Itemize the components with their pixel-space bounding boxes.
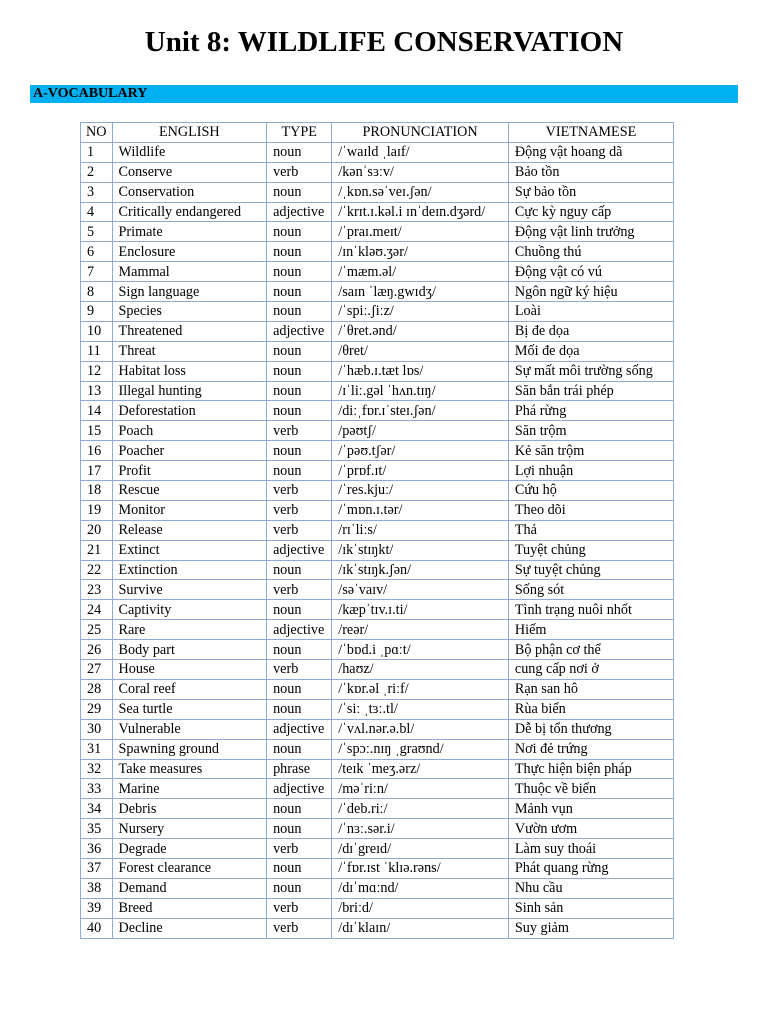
cell-type: verb	[267, 918, 332, 938]
cell-vietnamese: Săn bắn trái phép	[508, 381, 673, 401]
cell-pronunciation: /ɪˈliː.gəl ˈhʌn.tɪŋ/	[332, 381, 509, 401]
cell-pronunciation: /ˈθret.ənd/	[332, 321, 509, 341]
cell-type: noun	[267, 858, 332, 878]
cell-no: 30	[81, 719, 113, 739]
cell-pronunciation: /haʊz/	[332, 660, 509, 680]
cell-vietnamese: Sự bảo tồn	[508, 182, 673, 202]
cell-no: 6	[81, 242, 113, 262]
cell-vietnamese: cung cấp nơi ở	[508, 660, 673, 680]
cell-pronunciation: /teɪk ˈmeʒ.ərz/	[332, 759, 509, 779]
cell-english: Extinct	[112, 540, 267, 560]
cell-type: verb	[267, 520, 332, 540]
section-header-bar	[30, 85, 738, 103]
cell-no: 32	[81, 759, 113, 779]
cell-vietnamese: Chuồng thú	[508, 242, 673, 262]
header-vietnamese: VIETNAMESE	[508, 123, 673, 143]
cell-english: Wildlife	[112, 142, 267, 162]
cell-type: adjective	[267, 620, 332, 640]
cell-vietnamese: Phá rừng	[508, 401, 673, 421]
table-row	[81, 142, 674, 162]
table-row	[81, 839, 674, 859]
header-english: ENGLISH	[112, 123, 267, 143]
cell-english: Survive	[112, 580, 267, 600]
cell-english: Species	[112, 302, 267, 322]
cell-type: phrase	[267, 759, 332, 779]
table-row	[81, 302, 674, 322]
cell-no: 18	[81, 481, 113, 501]
table-row	[81, 520, 674, 540]
table-row	[81, 779, 674, 799]
header-type: TYPE	[267, 123, 332, 143]
table-row	[81, 679, 674, 699]
cell-type: verb	[267, 660, 332, 680]
cell-no: 27	[81, 660, 113, 680]
cell-pronunciation: /ˈprɒf.ɪt/	[332, 461, 509, 481]
cell-type: noun	[267, 699, 332, 719]
cell-pronunciation: /kənˈsɜːv/	[332, 162, 509, 182]
table-row	[81, 918, 674, 938]
cell-english: Marine	[112, 779, 267, 799]
table-row	[81, 500, 674, 520]
table-row	[81, 739, 674, 759]
cell-english: Demand	[112, 878, 267, 898]
cell-no: 12	[81, 361, 113, 381]
cell-pronunciation: /θret/	[332, 341, 509, 361]
cell-type: noun	[267, 799, 332, 819]
cell-pronunciation: /briːd/	[332, 898, 509, 918]
table-row	[81, 878, 674, 898]
cell-type: noun	[267, 142, 332, 162]
header-pronunciation: PRONUNCIATION	[332, 123, 509, 143]
table-row	[81, 341, 674, 361]
cell-english: Poach	[112, 421, 267, 441]
cell-vietnamese: Săn trộm	[508, 421, 673, 441]
table-row	[81, 640, 674, 660]
cell-english: Deforestation	[112, 401, 267, 421]
cell-no: 39	[81, 898, 113, 918]
cell-vietnamese: Động vật linh trưởng	[508, 222, 673, 242]
cell-pronunciation: /dɪˈgreɪd/	[332, 839, 509, 859]
cell-no: 20	[81, 520, 113, 540]
cell-pronunciation: /ˈkɒr.əl ˌriːf/	[332, 679, 509, 699]
cell-pronunciation: /ˈres.kjuː/	[332, 481, 509, 501]
table-row	[81, 620, 674, 640]
cell-vietnamese: Thuộc về biển	[508, 779, 673, 799]
cell-english: Poacher	[112, 441, 267, 461]
cell-vietnamese: Nơi đẻ trứng	[508, 739, 673, 759]
cell-vietnamese: Dễ bị tổn thương	[508, 719, 673, 739]
cell-english: Extinction	[112, 560, 267, 580]
cell-type: verb	[267, 580, 332, 600]
cell-pronunciation: /saɪn ˈlæŋ.gwɪdʒ/	[332, 282, 509, 302]
cell-pronunciation: /dɪˈmɑːnd/	[332, 878, 509, 898]
cell-pronunciation: /dɪˈklaɪn/	[332, 918, 509, 938]
cell-no: 31	[81, 739, 113, 759]
cell-vietnamese: Thả	[508, 520, 673, 540]
cell-vietnamese: Cứu hộ	[508, 481, 673, 501]
table-row	[81, 898, 674, 918]
header-no: NO	[81, 123, 113, 143]
cell-pronunciation: /ɪkˈstɪŋkt/	[332, 540, 509, 560]
cell-pronunciation: /ˈkrɪt.ɪ.kəl.i ɪnˈdeɪn.dʒərd/	[332, 202, 509, 222]
cell-vietnamese: Tình trạng nuôi nhốt	[508, 600, 673, 620]
cell-no: 34	[81, 799, 113, 819]
table-row	[81, 182, 674, 202]
cell-no: 2	[81, 162, 113, 182]
table-row	[81, 401, 674, 421]
cell-no: 25	[81, 620, 113, 640]
cell-vietnamese: Thực hiện biện pháp	[508, 759, 673, 779]
cell-no: 7	[81, 262, 113, 282]
cell-type: noun	[267, 282, 332, 302]
cell-pronunciation: /rɪˈliːs/	[332, 520, 509, 540]
cell-type: noun	[267, 262, 332, 282]
cell-english: Degrade	[112, 839, 267, 859]
table-row	[81, 560, 674, 580]
cell-type: noun	[267, 640, 332, 660]
table-row	[81, 580, 674, 600]
cell-pronunciation: /ˈspiː.ʃiːz/	[332, 302, 509, 322]
cell-english: Coral reef	[112, 679, 267, 699]
cell-type: adjective	[267, 779, 332, 799]
table-row	[81, 540, 674, 560]
cell-vietnamese: Động vật hoang dã	[508, 142, 673, 162]
section-label: A-VOCABULARY	[33, 86, 148, 101]
table-row	[81, 202, 674, 222]
cell-no: 5	[81, 222, 113, 242]
cell-english: Conservation	[112, 182, 267, 202]
cell-english: Debris	[112, 799, 267, 819]
cell-no: 14	[81, 401, 113, 421]
cell-no: 4	[81, 202, 113, 222]
cell-vietnamese: Mối đe dọa	[508, 341, 673, 361]
table-row	[81, 222, 674, 242]
cell-pronunciation: /ˈmæm.əl/	[332, 262, 509, 282]
cell-no: 17	[81, 461, 113, 481]
cell-no: 3	[81, 182, 113, 202]
cell-pronunciation: /ˈvʌl.nər.ə.bl/	[332, 719, 509, 739]
cell-no: 35	[81, 819, 113, 839]
cell-english: Illegal hunting	[112, 381, 267, 401]
cell-english: Spawning ground	[112, 739, 267, 759]
cell-vietnamese: Bảo tồn	[508, 162, 673, 182]
cell-type: verb	[267, 481, 332, 501]
cell-english: Primate	[112, 222, 267, 242]
vocabulary-table	[80, 122, 674, 939]
cell-vietnamese: Bộ phận cơ thể	[508, 640, 673, 660]
cell-type: verb	[267, 421, 332, 441]
cell-type: noun	[267, 341, 332, 361]
cell-pronunciation: /ˈbɒd.i ˌpɑːt/	[332, 640, 509, 660]
cell-vietnamese: Cực kỳ nguy cấp	[508, 202, 673, 222]
cell-type: noun	[267, 739, 332, 759]
cell-pronunciation: /ˈwaɪld ˌlaɪf/	[332, 142, 509, 162]
cell-pronunciation: /ˈfɒr.ɪst ˈklɪə.rəns/	[332, 858, 509, 878]
cell-english: Take measures	[112, 759, 267, 779]
cell-type: noun	[267, 679, 332, 699]
table-row	[81, 321, 674, 341]
cell-english: Habitat loss	[112, 361, 267, 381]
cell-english: Vulnerable	[112, 719, 267, 739]
cell-english: Profit	[112, 461, 267, 481]
cell-pronunciation: /məˈriːn/	[332, 779, 509, 799]
cell-vietnamese: Rạn san hô	[508, 679, 673, 699]
cell-english: Critically endangered	[112, 202, 267, 222]
cell-no: 23	[81, 580, 113, 600]
cell-no: 40	[81, 918, 113, 938]
cell-english: Captivity	[112, 600, 267, 620]
cell-type: noun	[267, 560, 332, 580]
cell-english: Rare	[112, 620, 267, 640]
table-row	[81, 660, 674, 680]
table-body	[81, 142, 674, 938]
cell-no: 13	[81, 381, 113, 401]
cell-vietnamese: Sống sót	[508, 580, 673, 600]
cell-no: 21	[81, 540, 113, 560]
cell-english: Body part	[112, 640, 267, 660]
cell-vietnamese: Bị đe dọa	[508, 321, 673, 341]
cell-pronunciation: /ˈsiː ˌtɜː.tl/	[332, 699, 509, 719]
cell-type: noun	[267, 242, 332, 262]
cell-english: Threat	[112, 341, 267, 361]
table-row	[81, 481, 674, 501]
cell-english: Sign language	[112, 282, 267, 302]
cell-vietnamese: Hiếm	[508, 620, 673, 640]
cell-type: noun	[267, 182, 332, 202]
cell-type: noun	[267, 461, 332, 481]
table-row	[81, 262, 674, 282]
cell-no: 29	[81, 699, 113, 719]
cell-type: adjective	[267, 321, 332, 341]
cell-pronunciation: /ɪkˈstɪŋk.ʃən/	[332, 560, 509, 580]
cell-no: 15	[81, 421, 113, 441]
cell-no: 28	[81, 679, 113, 699]
cell-vietnamese: Kẻ săn trộm	[508, 441, 673, 461]
cell-no: 11	[81, 341, 113, 361]
table-header-row	[81, 123, 674, 143]
cell-no: 36	[81, 839, 113, 859]
cell-pronunciation: /ˈdeb.riː/	[332, 799, 509, 819]
cell-type: adjective	[267, 202, 332, 222]
cell-english: Enclosure	[112, 242, 267, 262]
cell-english: Release	[112, 520, 267, 540]
cell-english: Sea turtle	[112, 699, 267, 719]
page-title: Unit 8: WILDLIFE CONSERVATION	[144, 26, 624, 58]
cell-vietnamese: Ngôn ngữ ký hiệu	[508, 282, 673, 302]
table-row	[81, 421, 674, 441]
cell-vietnamese: Động vật có vú	[508, 262, 673, 282]
cell-type: noun	[267, 600, 332, 620]
cell-english: Breed	[112, 898, 267, 918]
cell-no: 19	[81, 500, 113, 520]
cell-type: verb	[267, 839, 332, 859]
table-row	[81, 799, 674, 819]
cell-pronunciation: /ˈmɒn.ɪ.tər/	[332, 500, 509, 520]
cell-type: verb	[267, 898, 332, 918]
cell-no: 10	[81, 321, 113, 341]
table-row	[81, 858, 674, 878]
cell-type: noun	[267, 222, 332, 242]
table-row	[81, 759, 674, 779]
cell-no: 26	[81, 640, 113, 660]
cell-pronunciation: /reər/	[332, 620, 509, 640]
cell-type: noun	[267, 819, 332, 839]
cell-no: 1	[81, 142, 113, 162]
cell-english: House	[112, 660, 267, 680]
table-row	[81, 441, 674, 461]
cell-type: noun	[267, 878, 332, 898]
cell-english: Decline	[112, 918, 267, 938]
cell-english: Mammal	[112, 262, 267, 282]
table-row	[81, 699, 674, 719]
cell-vietnamese: Mảnh vụn	[508, 799, 673, 819]
table-row	[81, 719, 674, 739]
cell-english: Rescue	[112, 481, 267, 501]
cell-vietnamese: Sự mất môi trường sống	[508, 361, 673, 381]
cell-pronunciation: /diːˌfɒr.ɪˈsteɪ.ʃən/	[332, 401, 509, 421]
cell-vietnamese: Theo dõi	[508, 500, 673, 520]
cell-pronunciation: /kæpˈtɪv.ɪ.ti/	[332, 600, 509, 620]
cell-vietnamese: Suy giảm	[508, 918, 673, 938]
cell-type: noun	[267, 401, 332, 421]
cell-pronunciation: /ˌkɒn.səˈveɪ.ʃən/	[332, 182, 509, 202]
cell-type: noun	[267, 441, 332, 461]
cell-vietnamese: Vườn ươm	[508, 819, 673, 839]
cell-type: noun	[267, 302, 332, 322]
table-row	[81, 461, 674, 481]
cell-vietnamese: Sinh sản	[508, 898, 673, 918]
cell-no: 8	[81, 282, 113, 302]
cell-pronunciation: /ˈspɔː.nɪŋ ˌgraʊnd/	[332, 739, 509, 759]
cell-no: 37	[81, 858, 113, 878]
cell-english: Threatened	[112, 321, 267, 341]
cell-no: 33	[81, 779, 113, 799]
cell-english: Nursery	[112, 819, 267, 839]
cell-vietnamese: Lợi nhuận	[508, 461, 673, 481]
cell-type: adjective	[267, 719, 332, 739]
cell-vietnamese: Làm suy thoái	[508, 839, 673, 859]
cell-pronunciation: /ˈpəʊ.tʃər/	[332, 441, 509, 461]
table-row	[81, 600, 674, 620]
cell-pronunciation: /ˈnɜː.sər.i/	[332, 819, 509, 839]
cell-vietnamese: Tuyệt chủng	[508, 540, 673, 560]
table-row	[81, 242, 674, 262]
cell-vietnamese: Sự tuyệt chủng	[508, 560, 673, 580]
cell-pronunciation: /ˈpraɪ.meɪt/	[332, 222, 509, 242]
cell-no: 38	[81, 878, 113, 898]
cell-pronunciation: /pəʊtʃ/	[332, 421, 509, 441]
cell-vietnamese: Loài	[508, 302, 673, 322]
cell-no: 9	[81, 302, 113, 322]
table-row	[81, 381, 674, 401]
table-row	[81, 819, 674, 839]
cell-vietnamese: Nhu cầu	[508, 878, 673, 898]
table-row	[81, 361, 674, 381]
cell-no: 22	[81, 560, 113, 580]
cell-english: Conserve	[112, 162, 267, 182]
cell-no: 24	[81, 600, 113, 620]
cell-vietnamese: Phát quang rừng	[508, 858, 673, 878]
cell-pronunciation: /ˈhæb.ɪ.tæt lɒs/	[332, 361, 509, 381]
cell-english: Monitor	[112, 500, 267, 520]
table-row	[81, 162, 674, 182]
cell-type: adjective	[267, 540, 332, 560]
cell-pronunciation: /ɪnˈkləʊ.ʒər/	[332, 242, 509, 262]
table-row	[81, 282, 674, 302]
cell-english: Forest clearance	[112, 858, 267, 878]
cell-type: verb	[267, 162, 332, 182]
cell-type: verb	[267, 500, 332, 520]
cell-type: noun	[267, 361, 332, 381]
cell-vietnamese: Rùa biển	[508, 699, 673, 719]
cell-type: noun	[267, 381, 332, 401]
cell-pronunciation: /səˈvaɪv/	[332, 580, 509, 600]
cell-no: 16	[81, 441, 113, 461]
